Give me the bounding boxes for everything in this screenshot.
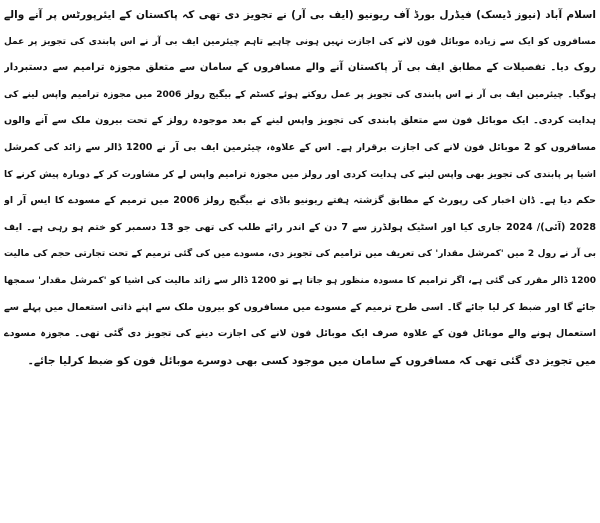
article-line-14: میں تجویز دی گئی تھی کہ مسافروں کے سامان میں موجود کسی بھی دوسرے موبائل فون کو ضبط کرلیا جائے۔ bbox=[27, 354, 596, 367]
article-line-13: استعمال ہونے والے موبائل فون کے علاوہ صرف ایک موبائل فون لانے کی اجازت دینے کی تجویز دی گئی تھی۔ مجوزہ مسودے bbox=[4, 328, 596, 340]
article-line-6: مسافروں کو 2 موبائل فون لانے کی اجازت برقرار ہے۔ اس کے علاوہ، چیئرمین ایف بی آر نے 1200 ڈالر سے زائد کی کمرشل bbox=[4, 141, 596, 153]
article-line-11: 1200 ڈالر مقرر کی گئی ہے، اگر ترامیم کا مسودہ منظور ہو جاتا ہے تو 1200 ڈالر سے زائد مالیت کی اشیا کو 'کمرشل مقدار' سمجھا bbox=[4, 275, 596, 286]
article-line-12: جائے گا اور ضبط کر لیا جائے گا۔ اسی طرح ترمیم کے مسودے میں مسافروں کو بیرون ملک سے اپنے ذاتی استعمال میں پہلے سے bbox=[4, 301, 596, 313]
article-line-4: ہوگیا۔ چیئرمین ایف بی آر نے اس پابندی کی تجویز پر عمل روکتے ہوئے کسٹم کے بیگیج رولز 2006 میں مجوزہ ترامیم واپس لینے کی bbox=[4, 89, 596, 100]
article-line-1: اسلام آباد (نیوز ڈیسک) فیڈرل بورڈ آف ریونیو (ایف بی آر) نے تجویز دی تھی کہ پاکستان کے ایئرپورٹس پر آنے والے bbox=[4, 9, 596, 21]
article-line-7: اشیا پر پابندی کی تجویز بھی واپس لینے کی ہدایت کردی اور رولز میں مجوزہ ترامیم واپس لے کر مشاورت کر کے دوبارہ پیش کرنے کا bbox=[4, 169, 596, 180]
article-line-2: مسافروں کو ایک سے زیادہ موبائل فون لانے کی اجازت نہیں ہونی چاہیے تاہم چیئرمین ایف بی آر نے اس پابندی کی تجویز پر عمل bbox=[4, 36, 596, 47]
article-line-3: روک دیا۔ تفصیلات کے مطابق ایف بی آر پاکستان آنے والے مسافروں کے سامان سے متعلق مجوزہ ترامیم سے دستبردار bbox=[4, 62, 596, 74]
article-line-9: 2028 (آئی)/ 2024 جاری کیا اور اسٹیک ہولڈرز سے 7 دن کے اندر رائے طلب کی تھی جو 13 دسمبر کو ختم ہو رہی ہے۔ ایف bbox=[4, 221, 596, 233]
article-line-5: ہدایت کردی۔ ایک موبائل فون سے متعلق پابندی کی تجویز واپس لینے کے بعد موجودہ رولز کے تحت بیرون ملک سے آنے والوں bbox=[4, 115, 596, 127]
article-line-8: حکم دیا ہے۔ ڈان اخبار کی رپورٹ کے مطابق گزشتہ ہفتے ریونیو باڈی نے بیگیج رولز 2006 میں ترمیم کے مسودے کا ایس آر او bbox=[4, 195, 596, 207]
article-line-10: بی آر نے رول 2 میں 'کمرشل مقدار' کی تعریف میں ترامیم کی تجویز دی، مسودے میں کی گئی ترمیم کے تحت تجارتی حجم کی مالیت bbox=[4, 249, 596, 260]
